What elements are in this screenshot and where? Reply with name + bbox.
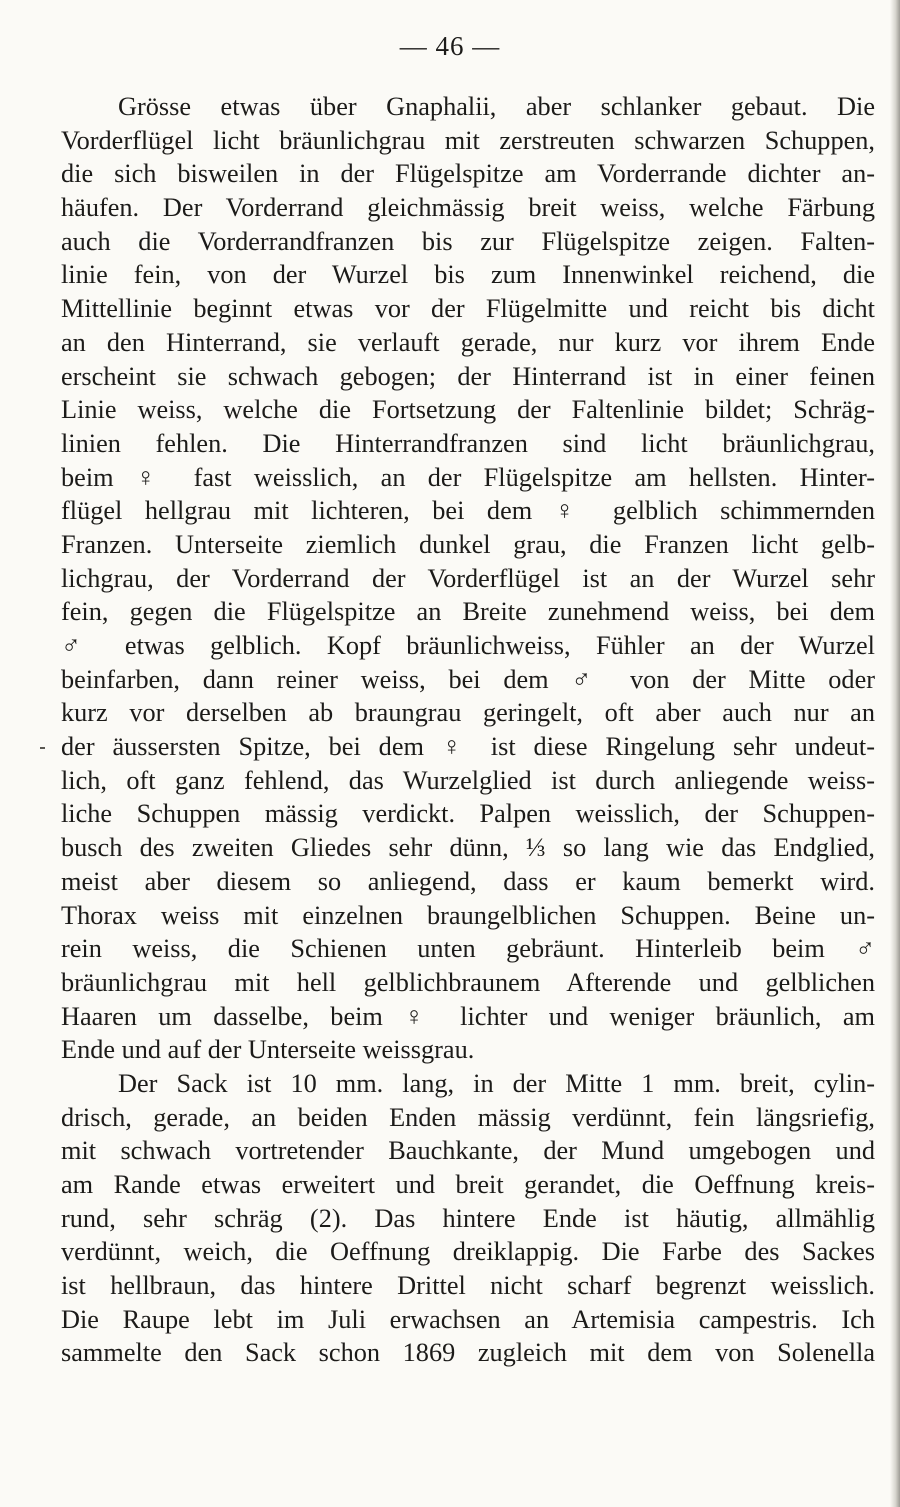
text-line: bräunlichgrau mit hell gelblichbraunem Afterende und gelblichen xyxy=(61,967,875,997)
text-line: Linie weiss, welche die Fortsetzung der Faltenlinie bildet; Schräg- xyxy=(61,395,875,425)
text-line: meist aber diesem so anliegend, dass er kaum bemerkt wird. xyxy=(61,866,875,896)
text-line: Die Raupe lebt im Juli erwachsen an Artemisia campestris. Ich xyxy=(61,1304,875,1334)
text-line: rund, sehr schräg (2). Das hintere Ende ist häutig, allmählig xyxy=(61,1203,875,1233)
text-line: Franzen. Unterseite ziemlich dunkel grau, die Franzen licht gelb- xyxy=(61,529,875,559)
text-line: an den Hinterrand, sie verlauft gerade, nur kurz vor ihrem Ende xyxy=(61,327,875,357)
text-line: drisch, gerade, an beiden Enden mässig verdünnt, fein längsriefig, xyxy=(61,1102,875,1132)
text-line: auch die Vorderrandfranzen bis zur Flügelspitze zeigen. Falten- xyxy=(61,226,875,256)
text-line: lichgrau, der Vorderrand der Vorderflügel ist an der Wurzel sehr xyxy=(61,563,875,593)
text-line: liche Schuppen mässig verdickt. Palpen weisslich, der Schuppen- xyxy=(61,799,875,829)
text-line: fein, gegen die Flügelspitze an Breite zunehmend weiss, bei dem xyxy=(61,597,875,627)
text-line: ♂ etwas gelblich. Kopf bräunlichweiss, Fühler an der Wurzel xyxy=(61,631,875,660)
text-line: linie fein, von der Wurzel bis zum Innenwinkel reichend, die xyxy=(61,260,875,290)
text-line: busch des zweiten Gliedes sehr dünn, ⅓ so lang wie das Endglied, xyxy=(61,833,875,863)
text-line: erscheint sie schwach gebogen; der Hinterrand ist in einer feinen xyxy=(61,361,875,391)
text-line: häufen. Der Vorderrand gleichmässig breit weiss, welche Färbung xyxy=(61,193,875,223)
text-line: Thorax weiss mit einzelnen braungelblichen Schuppen. Beine un- xyxy=(61,900,875,930)
text-line: beim ♀ fast weisslich, an der Flügelspitze am hellsten. Hinter- xyxy=(61,462,875,492)
text-line: sammelte den Sack schon 1869 zugleich mit dem von Solenella xyxy=(61,1338,875,1368)
text-line: linien fehlen. Die Hinterrandfranzen sind licht bräunlichgrau, xyxy=(61,428,875,458)
text-line: Mittellinie beginnt etwas vor der Flügelmitte und reicht bis dicht xyxy=(61,294,875,324)
text-line: lich, oft ganz fehlend, das Wurzelglied ist durch anliegende weiss- xyxy=(61,765,875,795)
text-line: rein weiss, die Schienen unten gebräunt. Hinterleib beim ♂ xyxy=(61,934,875,964)
margin-mark xyxy=(40,747,45,749)
text-line: kurz vor derselben ab braungrau geringelt, oft aber auch nur an xyxy=(61,698,875,728)
text-line: der äussersten Spitze, bei dem ♀ ist diese Ringelung sehr undeut- xyxy=(61,732,875,762)
text-line: Vorderflügel licht bräunlichgrau mit zerstreuten schwarzen Schuppen, xyxy=(61,125,875,155)
page-edge-shadow xyxy=(890,0,900,1507)
text-line: mit schwach vortretender Bauchkante, der Mund umgebogen und xyxy=(61,1136,875,1166)
page-number: — 46 — xyxy=(399,31,501,61)
text-line: ist hellbraun, das hintere Drittel nicht scharf begrenzt weisslich. xyxy=(61,1271,875,1301)
text-line: verdünnt, weich, die Oeffnung dreiklappig. Die Farbe des Sackes xyxy=(61,1237,875,1267)
body-text xyxy=(61,90,875,1370)
text-line: Ende und auf der Unterseite weissgrau. xyxy=(61,1035,475,1065)
text-line: Haaren um dasselbe, beim ♀ lichter und weniger bräunlich, am xyxy=(61,1001,875,1031)
text-line: die sich bisweilen in der Flügelspitze am Vorderrande dichter an- xyxy=(61,159,875,189)
text-line: am Rande etwas erweitert und breit gerandet, die Oeffnung kreis- xyxy=(61,1170,875,1199)
text-line: Grösse etwas über Gnaphalii, aber schlanker gebaut. Die xyxy=(118,92,875,121)
text-line: Der Sack ist 10 mm. lang, in der Mitte 1 mm. breit, cylin- xyxy=(118,1068,875,1098)
text-line: flügel hellgrau mit lichteren, bei dem ♀ gelblich schimmernden xyxy=(61,496,875,526)
text-line: beinfarben, dann reiner weiss, bei dem ♂ von der Mitte oder xyxy=(61,664,875,694)
